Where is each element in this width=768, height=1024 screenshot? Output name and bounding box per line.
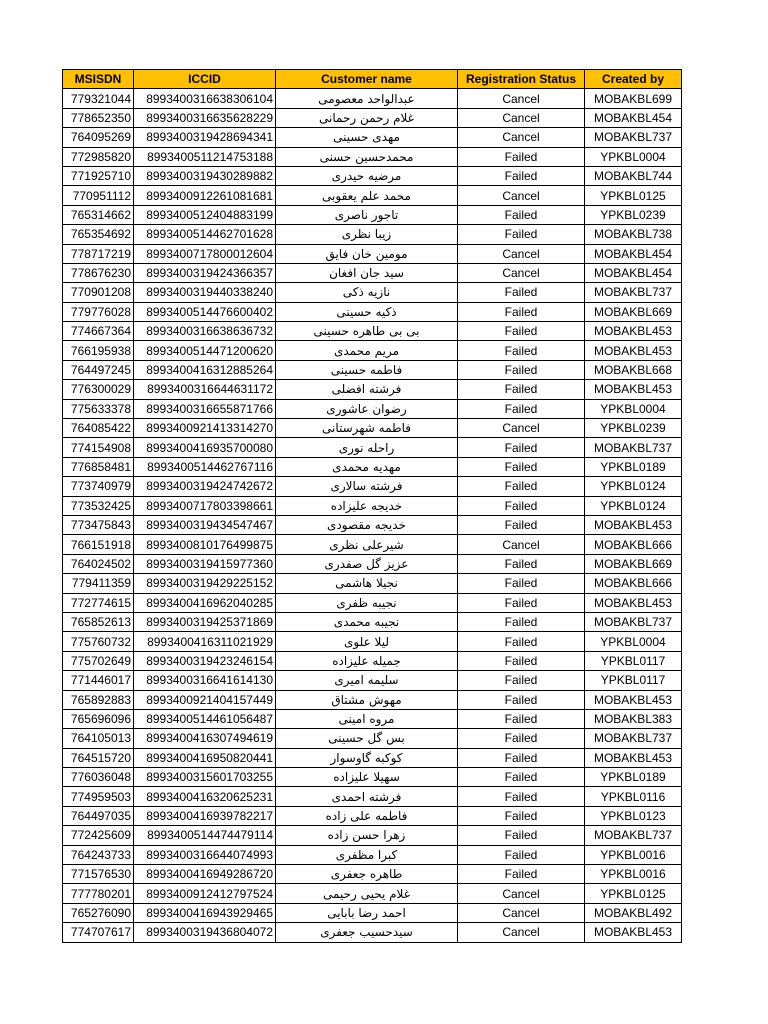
registration-status-cell[interactable]: Failed — [458, 438, 585, 457]
iccid-cell[interactable]: 8993400514471200620 — [134, 341, 276, 360]
iccid-cell[interactable]: 8993400717800012604 — [134, 244, 276, 263]
registration-status-cell[interactable]: Failed — [458, 515, 585, 534]
registration-status-cell[interactable]: Failed — [458, 380, 585, 399]
msisdn-cell[interactable]: 778652350 — [63, 108, 134, 127]
registration-status-cell[interactable]: Cancel — [458, 186, 585, 205]
iccid-cell[interactable]: 8993400416311021929 — [134, 632, 276, 651]
msisdn-cell[interactable]: 766151918 — [63, 535, 134, 554]
created-by-cell[interactable]: MOBAKBL666 — [585, 574, 682, 593]
registration-status-cell[interactable]: Failed — [458, 671, 585, 690]
registration-status-cell[interactable]: Failed — [458, 593, 585, 612]
created-by-cell[interactable]: MOBAKBL668 — [585, 360, 682, 379]
header-msisdn[interactable]: MSISDN — [63, 70, 134, 89]
iccid-cell[interactable]: 8993400416943929465 — [134, 903, 276, 922]
iccid-cell[interactable]: 8993400416962040285 — [134, 593, 276, 612]
registration-status-cell[interactable]: Cancel — [458, 244, 585, 263]
created-by-cell[interactable]: MOBAKBL737 — [585, 729, 682, 748]
customer-name-cell[interactable]: فاطمه شهرستانی — [276, 419, 458, 438]
msisdn-cell[interactable]: 764105013 — [63, 729, 134, 748]
table-row — [63, 244, 682, 263]
customer-name-cell[interactable]: خدیجه مقصودی — [276, 515, 458, 534]
customer-name-cell[interactable]: سلیمه امیری — [276, 671, 458, 690]
created-by-cell[interactable]: MOBAKBL744 — [585, 166, 682, 185]
created-by-cell[interactable]: MOBAKBL454 — [585, 244, 682, 263]
registration-status-cell[interactable]: Failed — [458, 651, 585, 670]
customer-name-cell[interactable]: مهدی حسینی — [276, 128, 458, 147]
customer-name-cell[interactable]: نازیه ذکی — [276, 283, 458, 302]
table-row — [63, 806, 682, 825]
registration-status-cell[interactable]: Cancel — [458, 903, 585, 922]
iccid-cell[interactable]: 8993400316655871766 — [134, 399, 276, 418]
customer-name-cell[interactable]: مروه امینی — [276, 709, 458, 728]
registration-status-cell[interactable]: Failed — [458, 748, 585, 767]
msisdn-cell[interactable]: 770951112 — [63, 186, 134, 205]
table-row — [63, 108, 682, 127]
msisdn-cell[interactable]: 775760732 — [63, 632, 134, 651]
msisdn-cell[interactable]: 765892883 — [63, 690, 134, 709]
table-row — [63, 903, 682, 922]
table-row — [63, 341, 682, 360]
customer-name-cell[interactable]: راحله نوری — [276, 438, 458, 457]
customer-name-cell[interactable]: سهیلا علیزاده — [276, 768, 458, 787]
created-by-cell[interactable]: MOBAKBL492 — [585, 903, 682, 922]
table-row — [63, 612, 682, 631]
iccid-cell[interactable]: 8993400416320625231 — [134, 787, 276, 806]
msisdn-cell[interactable]: 779776028 — [63, 302, 134, 321]
msisdn-cell[interactable]: 764024502 — [63, 554, 134, 573]
customer-name-cell[interactable]: شیرعلی نظری — [276, 535, 458, 554]
msisdn-cell[interactable]: 764085422 — [63, 419, 134, 438]
customer-name-cell[interactable]: فرشته احمدی — [276, 787, 458, 806]
table-row — [63, 399, 682, 418]
customer-name-cell[interactable]: زهرا حسن زاده — [276, 826, 458, 845]
msisdn-cell[interactable]: 765314662 — [63, 205, 134, 224]
msisdn-cell[interactable]: 779321044 — [63, 89, 134, 108]
table-row — [63, 166, 682, 185]
customer-name-cell[interactable]: عبدالواحد معصومی — [276, 89, 458, 108]
created-by-cell[interactable]: MOBAKBL453 — [585, 515, 682, 534]
registration-status-cell[interactable]: Cancel — [458, 884, 585, 903]
iccid-cell[interactable]: 8993400316638636732 — [134, 322, 276, 341]
registration-status-cell[interactable]: Failed — [458, 865, 585, 884]
registration-status-cell[interactable]: Failed — [458, 322, 585, 341]
msisdn-cell[interactable]: 774667364 — [63, 322, 134, 341]
registration-status-cell[interactable]: Cancel — [458, 419, 585, 438]
registration-status-cell[interactable]: Failed — [458, 554, 585, 573]
iccid-cell[interactable]: 8993400514476600402 — [134, 302, 276, 321]
customer-name-cell[interactable]: مرضیه حیدری — [276, 166, 458, 185]
msisdn-cell[interactable]: 776036048 — [63, 768, 134, 787]
registration-status-cell[interactable]: Failed — [458, 302, 585, 321]
msisdn-cell[interactable]: 775633378 — [63, 399, 134, 418]
customer-name-cell[interactable]: خدیجه علیزاده — [276, 496, 458, 515]
created-by-cell[interactable]: YPKBL0189 — [585, 768, 682, 787]
table-row — [63, 128, 682, 147]
msisdn-cell[interactable]: 776300029 — [63, 380, 134, 399]
customer-name-cell[interactable]: فاطمه حسینی — [276, 360, 458, 379]
registration-status-cell[interactable]: Failed — [458, 283, 585, 302]
created-by-cell[interactable]: YPKBL0123 — [585, 806, 682, 825]
customer-name-cell[interactable]: غلام رحمن رحمانی — [276, 108, 458, 127]
customer-name-cell[interactable]: طاهره جعفری — [276, 865, 458, 884]
customer-name-cell[interactable]: کبرا مظفری — [276, 845, 458, 864]
created-by-cell[interactable]: YPKBL0016 — [585, 845, 682, 864]
registration-status-cell[interactable]: Failed — [458, 709, 585, 728]
created-by-cell[interactable]: MOBAKBL383 — [585, 709, 682, 728]
created-by-cell[interactable]: YPKBL0117 — [585, 671, 682, 690]
table-row — [63, 709, 682, 728]
msisdn-cell[interactable]: 765276090 — [63, 903, 134, 922]
table-row — [63, 322, 682, 341]
table-row — [63, 438, 682, 457]
customer-name-cell[interactable]: مهدیه محمدی — [276, 457, 458, 476]
registration-status-cell[interactable]: Failed — [458, 225, 585, 244]
table-row — [63, 729, 682, 748]
created-by-cell[interactable]: MOBAKBL737 — [585, 612, 682, 631]
table-row — [63, 826, 682, 845]
iccid-cell[interactable]: 8993400316638306104 — [134, 89, 276, 108]
iccid-cell[interactable]: 8993400416939782217 — [134, 806, 276, 825]
created-by-cell[interactable]: YPKBL0117 — [585, 651, 682, 670]
registration-status-cell[interactable]: Failed — [458, 729, 585, 748]
registration-status-cell[interactable]: Failed — [458, 768, 585, 787]
customer-name-cell[interactable]: فرشته سالاری — [276, 477, 458, 496]
created-by-cell[interactable]: YPKBL0189 — [585, 457, 682, 476]
created-by-cell[interactable]: MOBAKBL666 — [585, 535, 682, 554]
created-by-cell[interactable]: YPKBL0004 — [585, 147, 682, 166]
customer-name-cell[interactable]: کوکبه گاوسوار — [276, 748, 458, 767]
created-by-cell[interactable]: MOBAKBL453 — [585, 341, 682, 360]
iccid-cell[interactable]: 8993400514474479114 — [134, 826, 276, 845]
msisdn-cell[interactable]: 764243733 — [63, 845, 134, 864]
table-row — [63, 768, 682, 787]
iccid-cell[interactable]: 8993400319434547467 — [134, 515, 276, 534]
registration-status-cell[interactable]: Failed — [458, 166, 585, 185]
iccid-cell[interactable]: 8993400912412797524 — [134, 884, 276, 903]
msisdn-cell[interactable]: 775702649 — [63, 651, 134, 670]
iccid-cell[interactable]: 8993400316644074993 — [134, 845, 276, 864]
msisdn-cell[interactable]: 770901208 — [63, 283, 134, 302]
customer-name-cell[interactable]: بی بی طاهره حسینی — [276, 322, 458, 341]
iccid-cell[interactable]: 8993400316641614130 — [134, 671, 276, 690]
msisdn-cell[interactable]: 771576530 — [63, 865, 134, 884]
created-by-cell[interactable]: YPKBL0004 — [585, 399, 682, 418]
customer-name-cell[interactable]: زیبا نظری — [276, 225, 458, 244]
header-customer-name[interactable]: Customer name — [276, 70, 458, 89]
iccid-cell[interactable]: 8993400319429225152 — [134, 574, 276, 593]
created-by-cell[interactable]: MOBAKBL738 — [585, 225, 682, 244]
msisdn-cell[interactable]: 764095269 — [63, 128, 134, 147]
created-by-cell[interactable]: YPKBL0239 — [585, 205, 682, 224]
table-row — [63, 89, 682, 108]
iccid-cell[interactable]: 8993400319428694341 — [134, 128, 276, 147]
created-by-cell[interactable]: MOBAKBL453 — [585, 923, 682, 942]
created-by-cell[interactable]: YPKBL0125 — [585, 186, 682, 205]
customer-name-cell[interactable]: محمدحسین حسنی — [276, 147, 458, 166]
created-by-cell[interactable]: MOBAKBL453 — [585, 690, 682, 709]
registration-status-cell[interactable]: Failed — [458, 806, 585, 825]
customer-name-cell[interactable]: سیدحسیب جعفری — [276, 923, 458, 942]
iccid-cell[interactable]: 8993400416312885264 — [134, 360, 276, 379]
iccid-cell[interactable]: 8993400316635628229 — [134, 108, 276, 127]
msisdn-cell[interactable]: 765354692 — [63, 225, 134, 244]
msisdn-cell[interactable]: 765852613 — [63, 612, 134, 631]
table-row — [63, 593, 682, 612]
msisdn-cell[interactable]: 773475843 — [63, 515, 134, 534]
iccid-cell[interactable]: 8993400416950820441 — [134, 748, 276, 767]
created-by-cell[interactable]: YPKBL0116 — [585, 787, 682, 806]
iccid-cell[interactable]: 8993400319424366357 — [134, 263, 276, 282]
table-row — [63, 225, 682, 244]
registration-status-cell[interactable]: Cancel — [458, 263, 585, 282]
created-by-cell[interactable]: MOBAKBL454 — [585, 263, 682, 282]
iccid-cell[interactable]: 8993400416307494619 — [134, 729, 276, 748]
created-by-cell[interactable]: MOBAKBL453 — [585, 380, 682, 399]
registration-status-cell[interactable]: Cancel — [458, 108, 585, 127]
msisdn-cell[interactable]: 772985820 — [63, 147, 134, 166]
msisdn-cell[interactable]: 772774615 — [63, 593, 134, 612]
customer-name-cell[interactable]: ذکیه حسینی — [276, 302, 458, 321]
registration-status-cell[interactable]: Failed — [458, 399, 585, 418]
created-by-cell[interactable]: MOBAKBL453 — [585, 322, 682, 341]
customer-name-cell[interactable]: فاطمه علی زاده — [276, 806, 458, 825]
created-by-cell[interactable]: MOBAKBL454 — [585, 108, 682, 127]
created-by-cell[interactable]: MOBAKBL669 — [585, 554, 682, 573]
created-by-cell[interactable]: YPKBL0239 — [585, 419, 682, 438]
table-row — [63, 380, 682, 399]
table-row — [63, 419, 682, 438]
iccid-cell[interactable]: 8993400514462767116 — [134, 457, 276, 476]
iccid-cell[interactable]: 8993400319415977360 — [134, 554, 276, 573]
customer-name-cell[interactable]: احمد رضا بابایی — [276, 903, 458, 922]
created-by-cell[interactable]: MOBAKBL737 — [585, 283, 682, 302]
registration-status-cell[interactable]: Failed — [458, 826, 585, 845]
registration-status-cell[interactable]: Failed — [458, 205, 585, 224]
registration-table — [62, 69, 682, 943]
registration-status-cell[interactable]: Cancel — [458, 923, 585, 942]
customer-name-cell[interactable]: نجیبه محمدی — [276, 612, 458, 631]
iccid-cell[interactable]: 8993400511214753188 — [134, 147, 276, 166]
table-row — [63, 205, 682, 224]
msisdn-cell[interactable]: 764497035 — [63, 806, 134, 825]
iccid-cell[interactable]: 8993400512404883199 — [134, 205, 276, 224]
msisdn-cell[interactable]: 773740979 — [63, 477, 134, 496]
msisdn-cell[interactable]: 765696096 — [63, 709, 134, 728]
created-by-cell[interactable]: MOBAKBL699 — [585, 89, 682, 108]
registration-status-cell[interactable]: Failed — [458, 787, 585, 806]
msisdn-cell[interactable]: 774154908 — [63, 438, 134, 457]
iccid-cell[interactable]: 8993400912261081681 — [134, 186, 276, 205]
customer-name-cell[interactable]: مهوش مشتاق — [276, 690, 458, 709]
iccid-cell[interactable]: 8993400717803398661 — [134, 496, 276, 515]
customer-name-cell[interactable]: بس گل حسینی — [276, 729, 458, 748]
msisdn-cell[interactable]: 764515720 — [63, 748, 134, 767]
registration-status-cell[interactable]: Failed — [458, 360, 585, 379]
table-row — [63, 671, 682, 690]
table-row — [63, 690, 682, 709]
table-row — [63, 302, 682, 321]
iccid-cell[interactable]: 8993400319424742672 — [134, 477, 276, 496]
customer-name-cell[interactable]: رضوان عاشوری — [276, 399, 458, 418]
registration-status-cell[interactable]: Failed — [458, 574, 585, 593]
iccid-cell[interactable]: 8993400319436804072 — [134, 923, 276, 942]
iccid-cell[interactable]: 8993400921404157449 — [134, 690, 276, 709]
customer-name-cell[interactable]: تاجور ناصری — [276, 205, 458, 224]
created-by-cell[interactable]: MOBAKBL453 — [585, 748, 682, 767]
registration-status-cell[interactable]: Failed — [458, 845, 585, 864]
msisdn-cell[interactable]: 773532425 — [63, 496, 134, 515]
msisdn-cell[interactable]: 766195938 — [63, 341, 134, 360]
registration-status-cell[interactable]: Failed — [458, 612, 585, 631]
table-row — [63, 845, 682, 864]
msisdn-cell[interactable]: 774959503 — [63, 787, 134, 806]
table-row — [63, 263, 682, 282]
iccid-cell[interactable]: 8993400921413314270 — [134, 419, 276, 438]
header-iccid[interactable]: ICCID — [134, 70, 276, 89]
table-row — [63, 884, 682, 903]
table-row — [63, 748, 682, 767]
msisdn-cell[interactable]: 771925710 — [63, 166, 134, 185]
table-row — [63, 496, 682, 515]
iccid-cell[interactable]: 8993400514461056487 — [134, 709, 276, 728]
table-row — [63, 535, 682, 554]
created-by-cell[interactable]: MOBAKBL737 — [585, 128, 682, 147]
customer-name-cell[interactable]: سید جان افغان — [276, 263, 458, 282]
header-created-by[interactable]: Created by — [585, 70, 682, 89]
iccid-cell[interactable]: 8993400315601703255 — [134, 768, 276, 787]
msisdn-cell[interactable]: 778717219 — [63, 244, 134, 263]
table-row — [63, 632, 682, 651]
table-row — [63, 923, 682, 942]
header-registration-status[interactable]: Registration Status — [458, 70, 585, 89]
customer-name-cell[interactable]: عزیز گل صفدری — [276, 554, 458, 573]
iccid-cell[interactable]: 8993400810176499875 — [134, 535, 276, 554]
msisdn-cell[interactable]: 778676230 — [63, 263, 134, 282]
msisdn-cell[interactable]: 779411359 — [63, 574, 134, 593]
created-by-cell[interactable]: YPKBL0004 — [585, 632, 682, 651]
iccid-cell[interactable]: 8993400316644631172 — [134, 380, 276, 399]
registration-status-cell[interactable]: Cancel — [458, 89, 585, 108]
table-row — [63, 865, 682, 884]
registration-status-cell[interactable]: Failed — [458, 457, 585, 476]
created-by-cell[interactable]: MOBAKBL453 — [585, 593, 682, 612]
customer-name-cell[interactable]: جمیله علیزاده — [276, 651, 458, 670]
registration-status-cell[interactable]: Cancel — [458, 535, 585, 554]
registration-status-cell[interactable]: Failed — [458, 477, 585, 496]
customer-name-cell[interactable]: لیلا علوی — [276, 632, 458, 651]
customer-name-cell[interactable]: غلام یحیی رحیمی — [276, 884, 458, 903]
msisdn-cell[interactable]: 764497245 — [63, 360, 134, 379]
registration-status-cell[interactable]: Failed — [458, 147, 585, 166]
registration-status-cell[interactable]: Failed — [458, 496, 585, 515]
customer-name-cell[interactable]: نجیلا هاشمی — [276, 574, 458, 593]
created-by-cell[interactable]: YPKBL0124 — [585, 496, 682, 515]
iccid-cell[interactable]: 8993400416935700080 — [134, 438, 276, 457]
created-by-cell[interactable]: MOBAKBL737 — [585, 438, 682, 457]
table-row — [63, 787, 682, 806]
msisdn-cell[interactable]: 774707617 — [63, 923, 134, 942]
table-row — [63, 283, 682, 302]
table-row — [63, 477, 682, 496]
registration-status-cell[interactable]: Failed — [458, 632, 585, 651]
registration-status-cell[interactable]: Failed — [458, 690, 585, 709]
created-by-cell[interactable]: YPKBL0124 — [585, 477, 682, 496]
iccid-cell[interactable]: 8993400416949286720 — [134, 865, 276, 884]
customer-name-cell[interactable]: نجیبه ظفری — [276, 593, 458, 612]
created-by-cell[interactable]: MOBAKBL669 — [585, 302, 682, 321]
msisdn-cell[interactable]: 771446017 — [63, 671, 134, 690]
header-row — [63, 70, 682, 89]
table-row — [63, 360, 682, 379]
customer-name-cell[interactable]: مومین خان فایق — [276, 244, 458, 263]
created-by-cell[interactable]: MOBAKBL737 — [585, 826, 682, 845]
customer-name-cell[interactable]: محمد علم یعقوبی — [276, 186, 458, 205]
iccid-cell[interactable]: 8993400514462701628 — [134, 225, 276, 244]
table-row — [63, 457, 682, 476]
created-by-cell[interactable]: YPKBL0016 — [585, 865, 682, 884]
table-row — [63, 574, 682, 593]
table-row — [63, 651, 682, 670]
iccid-cell[interactable]: 8993400319425371869 — [134, 612, 276, 631]
msisdn-cell[interactable]: 776858481 — [63, 457, 134, 476]
created-by-cell[interactable]: YPKBL0125 — [585, 884, 682, 903]
iccid-cell[interactable]: 8993400319440338240 — [134, 283, 276, 302]
msisdn-cell[interactable]: 777780201 — [63, 884, 134, 903]
table-row — [63, 515, 682, 534]
customer-name-cell[interactable]: مریم محمدی — [276, 341, 458, 360]
spreadsheet — [62, 69, 682, 943]
registration-status-cell[interactable]: Failed — [458, 341, 585, 360]
iccid-cell[interactable]: 8993400319423246154 — [134, 651, 276, 670]
iccid-cell[interactable]: 8993400319430289882 — [134, 166, 276, 185]
msisdn-cell[interactable]: 772425609 — [63, 826, 134, 845]
registration-status-cell[interactable]: Cancel — [458, 128, 585, 147]
table-row — [63, 147, 682, 166]
table-row — [63, 186, 682, 205]
customer-name-cell[interactable]: فرشته افضلی — [276, 380, 458, 399]
table-row — [63, 554, 682, 573]
